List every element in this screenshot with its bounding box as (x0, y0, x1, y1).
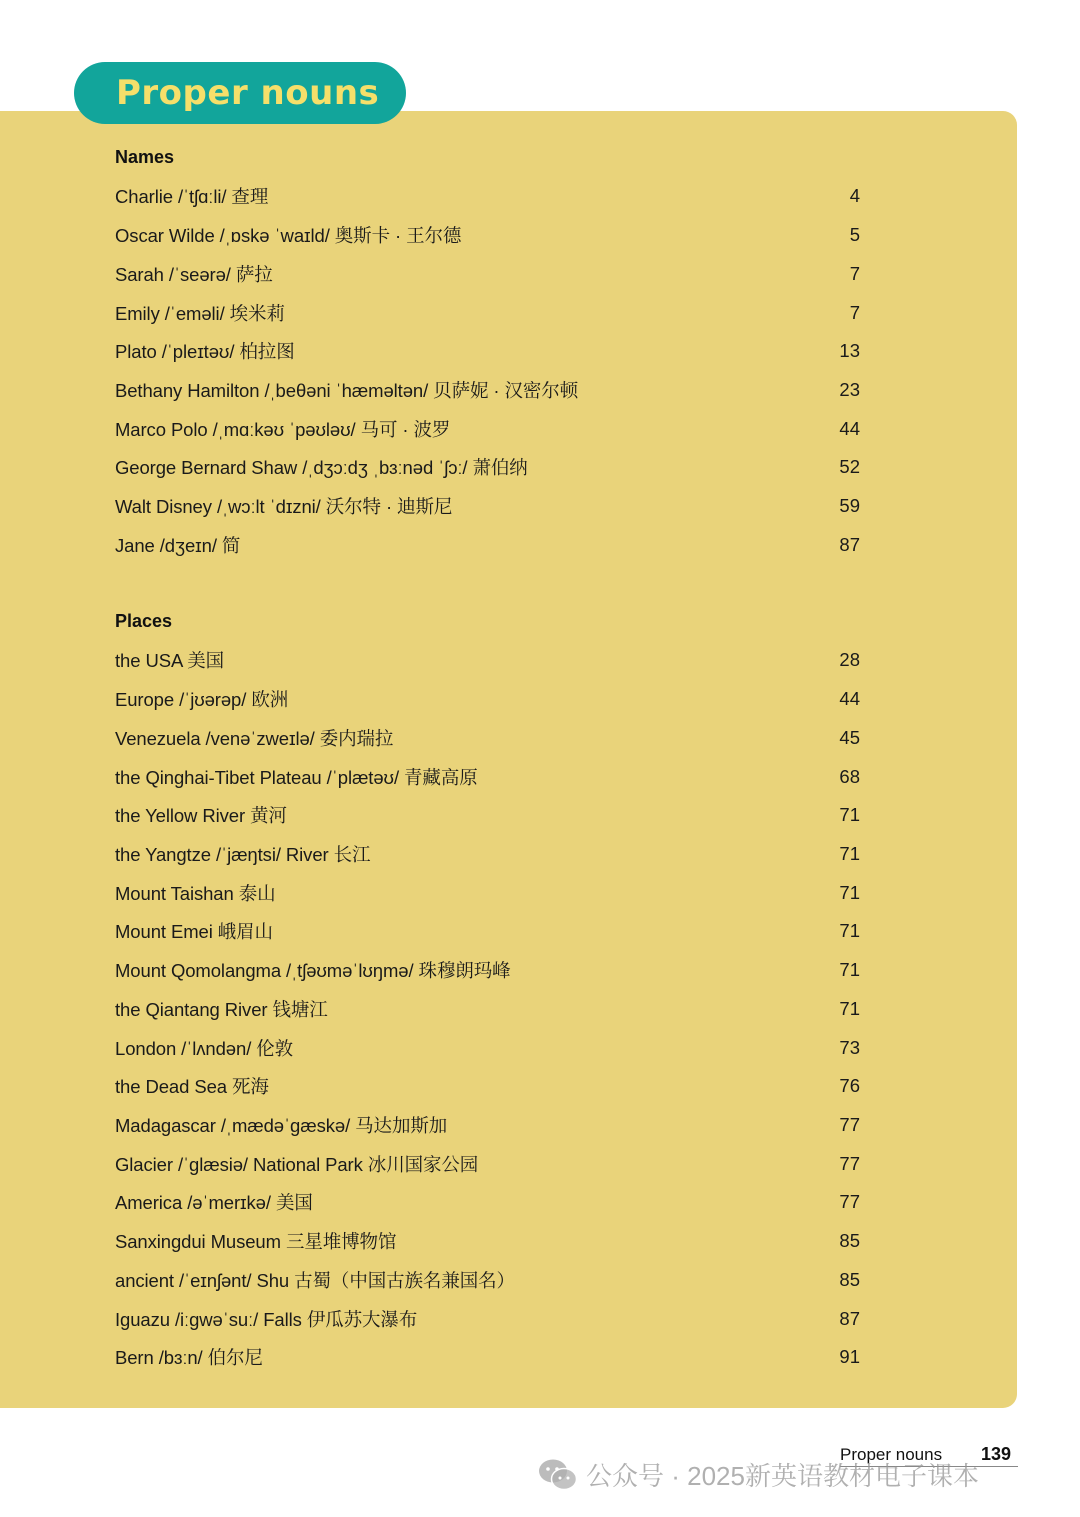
list-item (115, 1028, 860, 1067)
entry-page-number: 91 (839, 1346, 860, 1368)
list-item (115, 796, 860, 835)
entry-term: Mount Taishan 泰山 (115, 882, 276, 904)
entry-page-number: 28 (839, 649, 860, 671)
names-list (115, 177, 860, 564)
entry-term: Marco Polo /ˌmɑːkəʊ ˈpəʊləʊ/ 马可 · 波罗 (115, 418, 451, 440)
entry-page-number: 71 (839, 842, 860, 864)
entry-term: the USA 美国 (115, 650, 225, 672)
list-item (115, 1144, 860, 1183)
list-item (115, 873, 860, 912)
entry-term: the Qinghai-Tibet Plateau /ˈplætəʊ/ 青藏高原 (115, 766, 478, 788)
list-item (115, 448, 860, 487)
entry-page-number: 77 (839, 1113, 860, 1135)
entry-page-number: 87 (839, 533, 860, 555)
footer-page-number: 139 (981, 1444, 1012, 1464)
places-list (115, 641, 860, 1377)
list-item (115, 525, 860, 564)
entry-page-number: 45 (839, 726, 860, 748)
page-title: Proper nouns (116, 73, 380, 113)
watermark (538, 1456, 979, 1493)
entry-page-number: 13 (839, 340, 860, 362)
entry-term: America /əˈmerɪkə/ 美国 (115, 1192, 313, 1214)
entry-term: Madagascar /ˌmædəˈgæskə/ 马达加斯加 (115, 1114, 448, 1136)
list-item (115, 1299, 860, 1338)
list-item (115, 409, 860, 448)
entry-term: Mount Emei 峨眉山 (115, 921, 273, 943)
list-item (115, 718, 860, 757)
entry-page-number: 5 (849, 224, 860, 246)
entry-term: Glacier /ˈglæsiə/ National Park 冰川国家公园 (115, 1153, 479, 1175)
list-item (115, 293, 860, 332)
entry-page-number: 23 (839, 378, 860, 400)
list-item (115, 1261, 860, 1300)
names-heading: Names (115, 147, 175, 167)
entry-page-number: 52 (839, 456, 860, 478)
list-item (115, 1222, 860, 1261)
entry-term: Sanxingdui Museum 三星堆博物馆 (115, 1231, 397, 1253)
entry-term: Venezuela /venəˈzweɪlə/ 委内瑞拉 (115, 727, 394, 749)
entry-page-number: 68 (839, 765, 860, 787)
list-item (115, 757, 860, 796)
list-item (115, 989, 860, 1028)
list-item (115, 177, 860, 216)
entry-term: George Bernard Shaw /ˌdʒɔːdʒ ˌbɜːnəd ˈʃɔː/ 萧伯纳 (115, 457, 528, 479)
list-item (115, 641, 860, 680)
entry-term: Jane /dʒeɪn/ 简 (115, 534, 241, 556)
entry-page-number: 85 (839, 1230, 860, 1252)
entry-page-number: 85 (839, 1268, 860, 1290)
entry-term: the Dead Sea 死海 (115, 1076, 269, 1098)
entry-term: Emily /ˈeməli/ 埃米莉 (115, 302, 285, 324)
entry-page-number: 7 (849, 262, 860, 284)
page-title-banner (74, 62, 406, 124)
entry-page-number: 71 (839, 959, 860, 981)
list-item (115, 680, 860, 719)
entry-page-number: 7 (849, 301, 860, 323)
entry-page-number: 77 (839, 1191, 860, 1213)
places-heading: Places (115, 611, 173, 631)
entry-page-number: 76 (839, 1075, 860, 1097)
list-item (115, 1338, 860, 1377)
entry-term: Mount Qomolangma /ˌtʃəʊməˈlʊŋmə/ 珠穆朗玛峰 (115, 960, 511, 982)
entry-term: the Yellow River 黄河 (115, 805, 287, 827)
entry-term: the Qiantang River 钱塘江 (115, 998, 328, 1020)
entry-term: Iguazu /iːgwəˈsuː/ Falls 伊瓜苏大瀑布 (115, 1308, 418, 1330)
wechat-icon (538, 1458, 578, 1492)
watermark-text: 公众号 · 2025新英语教材电子课本 (586, 1461, 979, 1491)
entry-page-number: 77 (839, 1152, 860, 1174)
entry-term: Bern /bɜːn/ 伯尔尼 (115, 1347, 263, 1369)
list-item (115, 1183, 860, 1222)
list-item (115, 487, 860, 526)
entry-term: Europe /ˈjʊərəp/ 欧洲 (115, 689, 289, 711)
entry-term: London /ˈlʌndən/ 伦敦 (115, 1037, 294, 1059)
entry-term: Oscar Wilde /ˌɒskə ˈwaɪld/ 奥斯卡 · 王尔德 (115, 225, 462, 247)
entry-page-number: 71 (839, 920, 860, 942)
list-item (115, 332, 860, 371)
list-item (115, 835, 860, 874)
entry-page-number: 4 (849, 185, 860, 207)
entry-term: the Yangtze /ˈjæŋtsi/ River 长江 (115, 843, 371, 865)
entry-term: Walt Disney /ˌwɔːlt ˈdɪzni/ 沃尔特 · 迪斯尼 (115, 496, 453, 518)
list-item (115, 951, 860, 990)
entry-page-number: 59 (839, 495, 860, 517)
list-item (115, 216, 860, 255)
entry-page-number: 71 (839, 804, 860, 826)
entry-page-number: 71 (839, 881, 860, 903)
entry-term: Sarah /ˈseərə/ 萨拉 (115, 263, 273, 285)
list-item (115, 371, 860, 410)
entry-page-number: 44 (839, 417, 860, 439)
entry-page-number: 87 (839, 1307, 860, 1329)
entry-term: Charlie /ˈtʃɑːli/ 查理 (115, 186, 269, 208)
entry-term: Bethany Hamilton /ˌbeθəni ˈhæməltən/ 贝萨妮 · 汉密尔顿 (115, 379, 579, 401)
entry-page-number: 73 (839, 1036, 860, 1058)
entry-term: ancient /ˈeɪnʃənt/ Shu 古蜀（中国古族名兼国名） (115, 1269, 515, 1291)
list-item (115, 912, 860, 951)
list-item (115, 254, 860, 293)
entry-page-number: 44 (839, 688, 860, 710)
list-item (115, 1106, 860, 1145)
entry-term: Plato /ˈpleɪtəʊ/ 柏拉图 (115, 341, 295, 363)
footer-section-label: Proper nouns (840, 1445, 943, 1464)
list-item (115, 1067, 860, 1106)
entry-page-number: 71 (839, 997, 860, 1019)
